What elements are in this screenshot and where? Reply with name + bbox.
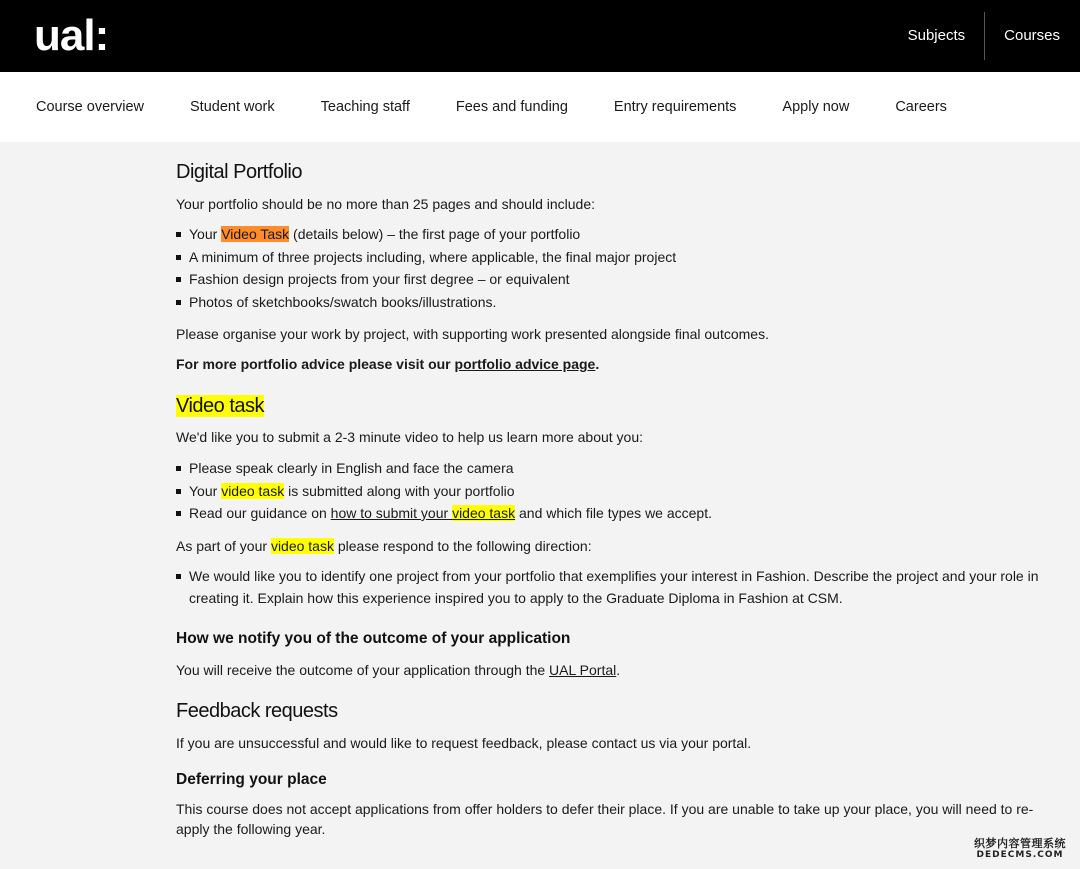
portfolio-intro: Your portfolio should be no more than 25 pages and should include: bbox=[176, 196, 596, 212]
list-item: Fashion design projects from your first degree – or equivalent bbox=[176, 268, 1056, 291]
list-item: Please speak clearly in English and face the camera bbox=[176, 457, 1056, 480]
subnav-careers[interactable]: Careers bbox=[895, 99, 947, 115]
portfolio-organise: Please organise your work by project, with supporting work presented alongside final outcomes. bbox=[176, 326, 769, 342]
feedback-text: If you are unsuccessful and would like to request feedback, please contact us via your portal. bbox=[176, 734, 752, 751]
notify-text: You will receive the outcome of your application through the UAL Portal. bbox=[176, 661, 621, 678]
ual-portal-link[interactable]: UAL Portal bbox=[549, 661, 617, 678]
nav-courses[interactable]: Courses bbox=[1004, 27, 1060, 44]
video-intro: We'd like you to submit a 2-3 minute video to help us learn more about you: bbox=[176, 429, 644, 445]
top-nav bbox=[889, 12, 1080, 60]
main-content bbox=[176, 142, 1056, 839]
subnav-entry-requirements[interactable]: Entry requirements bbox=[613, 99, 737, 115]
list-item: We would like you to identify one project from your portfolio that exemplifies your interest in Fashion. Describe the project and your role in creating it. Explain how this experience inspired you to apply to the Graduate Diploma in Fashion at CSM. bbox=[176, 565, 1056, 610]
video-direction-list bbox=[176, 565, 1056, 610]
subnav-apply-now[interactable]: Apply now bbox=[782, 99, 850, 115]
site-header bbox=[0, 0, 1080, 72]
list-item: Your Video Task (details below) – the first page of your portfolio bbox=[176, 223, 1056, 246]
ual-logo[interactable]: ual: bbox=[34, 11, 109, 60]
video-list bbox=[176, 457, 1056, 525]
course-subnav bbox=[0, 72, 1080, 142]
feedback-heading: Feedback requests bbox=[176, 699, 338, 722]
portfolio-advice-link[interactable]: portfolio advice page bbox=[454, 356, 596, 372]
list-item: Your video task is submitted along with your portfolio bbox=[176, 480, 1056, 503]
portfolio-list bbox=[176, 223, 1056, 313]
video-guidance-link[interactable]: how to submit your video task bbox=[330, 505, 516, 521]
digital-portfolio-heading: Digital Portfolio bbox=[176, 161, 303, 183]
subnav-course-overview[interactable]: Course overview bbox=[36, 99, 144, 115]
nav-subjects[interactable]: Subjects bbox=[907, 27, 966, 44]
portfolio-advice: For more portfolio advice please visit our portfolio advice page. bbox=[176, 356, 600, 372]
watermark: 织梦内容管理系统 DEDECMS.COM bbox=[974, 837, 1066, 860]
list-item: Photos of sketchbooks/swatch books/illustrations. bbox=[176, 291, 1056, 314]
defer-heading: Deferring your place bbox=[176, 770, 327, 788]
defer-text: This course does not accept applications from offer holders to defer their place. If you are unable to take up your place, you will need to re-apply the following year. bbox=[176, 800, 1034, 837]
subnav-fees-funding[interactable]: Fees and funding bbox=[455, 99, 568, 115]
subnav-student-work[interactable]: Student work bbox=[190, 99, 275, 115]
video-direction-intro: As part of your video task please respond to the following direction: bbox=[176, 537, 592, 554]
video-task-heading: Video task bbox=[176, 395, 265, 417]
list-item: Read our guidance on how to submit your video task and which file types we accept. bbox=[176, 502, 1056, 525]
highlight-video-task: Video Task bbox=[221, 226, 290, 242]
notify-heading: How we notify you of the outcome of your application bbox=[176, 629, 571, 647]
list-item: A minimum of three projects including, where applicable, the final major project bbox=[176, 246, 1056, 269]
subnav-teaching-staff[interactable]: Teaching staff bbox=[320, 99, 410, 115]
